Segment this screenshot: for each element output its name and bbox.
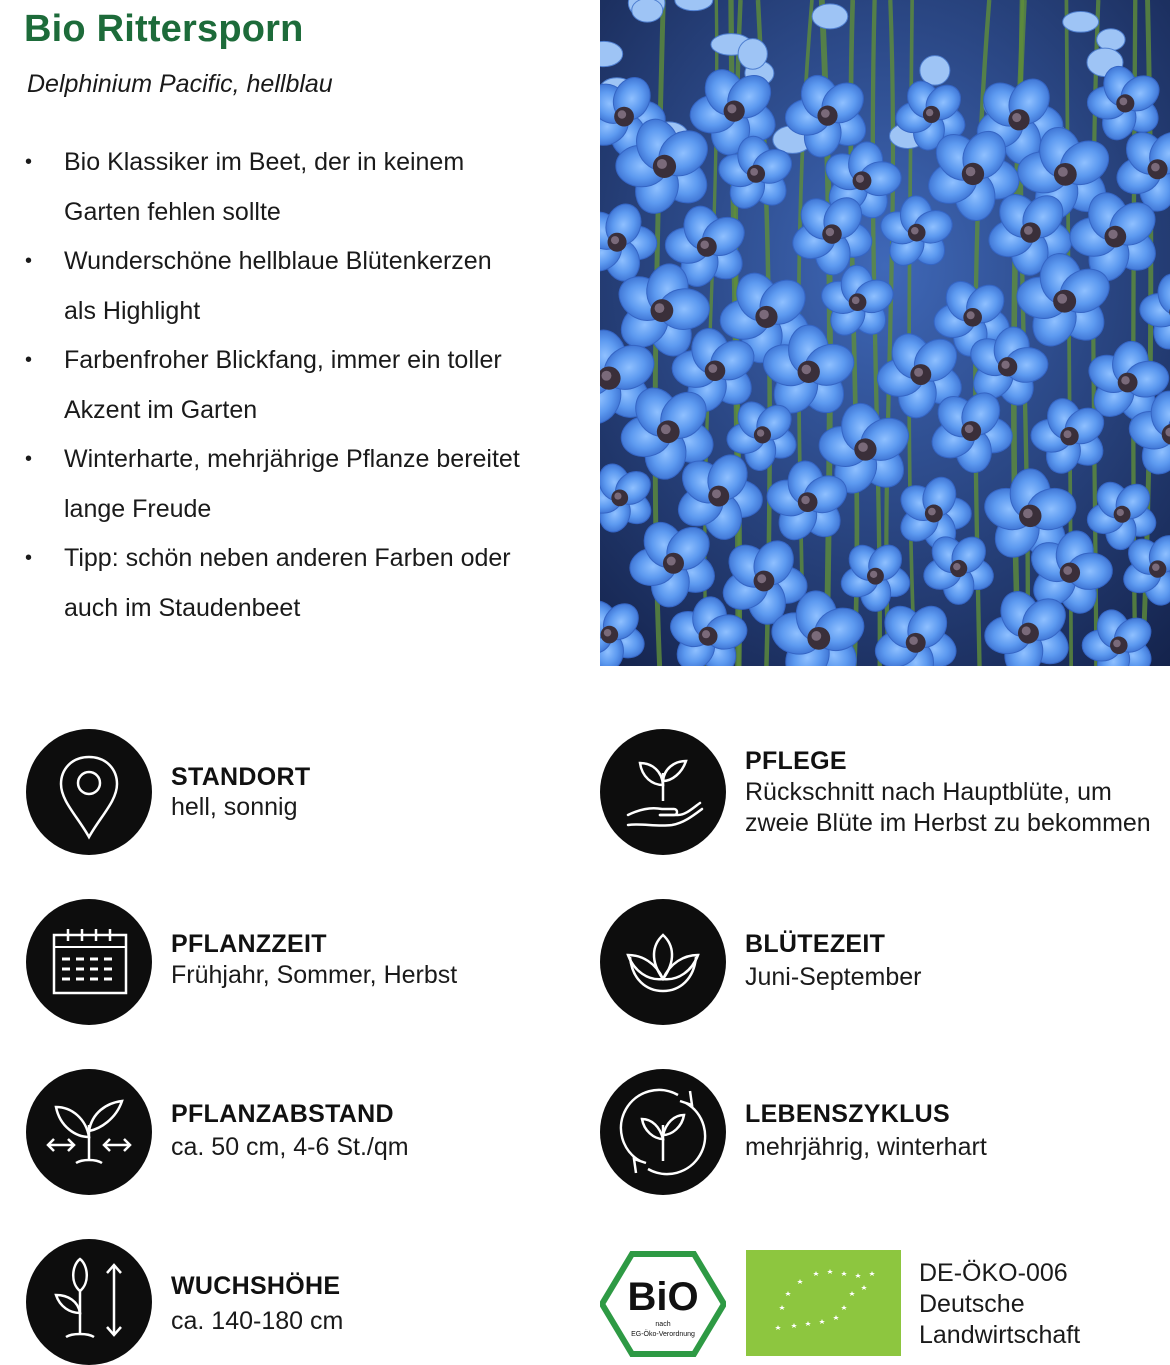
- hand-plant-icon: [600, 729, 726, 855]
- flower-bud: [1063, 12, 1099, 33]
- bullet-dot: •: [25, 151, 33, 173]
- cert-line2: Deutsche: [919, 1290, 1025, 1318]
- location-pin-icon: [26, 729, 152, 855]
- feature-title: BLÜTEZEIT: [745, 930, 886, 958]
- flower-bud: [1097, 29, 1125, 51]
- feature-bluetezeit: [600, 899, 1170, 1025]
- product-photo: [600, 0, 1170, 666]
- bullet-text-line1: Farbenfroher Blickfang, immer ein toller: [64, 346, 502, 374]
- flower-bud: [812, 4, 848, 29]
- bullet-text-line2: Akzent im Garten: [64, 395, 258, 424]
- bullet-text-line1: Winterharte, mehrjährige Pflanze bereitet: [64, 445, 520, 473]
- flower-bud: [738, 39, 767, 70]
- feature-value: mehrjährig, winterhart: [745, 1133, 987, 1161]
- bullet-text-line2: als Highlight: [64, 296, 201, 325]
- bullet-dot: •: [25, 547, 33, 569]
- feature-value: Juni-September: [745, 963, 922, 991]
- certification-text: [919, 1258, 1080, 1351]
- feature-title: WUCHSHÖHE: [171, 1272, 341, 1300]
- delphinium-flower-photo: [600, 0, 1170, 666]
- bullet-dot: •: [25, 349, 33, 371]
- bullet-item: [22, 138, 592, 237]
- product-title: Bio Rittersporn: [24, 8, 304, 50]
- feature-pflanzzeit: [26, 899, 586, 1025]
- plant-height-icon: [26, 1239, 152, 1365]
- calendar-icon: [26, 899, 152, 1025]
- bio-seal-text: BiO: [627, 1275, 699, 1319]
- eu-organic-leaf-icon: [746, 1250, 901, 1356]
- bullet-item: [22, 336, 592, 435]
- bullet-text-line1: Tipp: schön neben anderen Farben oder: [64, 544, 511, 572]
- bio-seal-sub1: nach: [655, 1321, 671, 1328]
- bullet-item: [22, 534, 592, 633]
- bio-seal-sub2: EG-Öko-Verordnung: [631, 1331, 695, 1338]
- cert-line3: Landwirtschaft: [919, 1321, 1081, 1349]
- feature-value-line1: Rückschnitt nach Hauptblüte, um: [745, 778, 1112, 806]
- flower-bud: [632, 0, 663, 22]
- feature-value: hell, sonnig: [171, 793, 298, 821]
- bullet-item: [22, 435, 592, 534]
- plant-spacing-icon: [26, 1069, 152, 1195]
- feature-title: LEBENSZYKLUS: [745, 1100, 951, 1128]
- feature-value: ca. 140-180 cm: [171, 1307, 344, 1335]
- feature-pflege: [600, 729, 1170, 855]
- feature-value: Frühjahr, Sommer, Herbst: [171, 961, 458, 989]
- bullet-dot: •: [25, 448, 33, 470]
- bullet-text-line2: Garten fehlen sollte: [64, 197, 281, 226]
- feature-value-line2: zweie Blüte im Herbst zu bekommen: [745, 809, 1151, 837]
- feature-wuchshoehe: [26, 1239, 586, 1365]
- bullet-text-line1: Wunderschöne hellblaue Blütenkerzen: [64, 247, 492, 275]
- feature-title: PFLEGE: [745, 747, 847, 775]
- feature-bullet-list: [22, 138, 592, 633]
- feature-lebenszyklus: [600, 1069, 1170, 1195]
- lotus-flower-icon: [600, 899, 726, 1025]
- bullet-item: [22, 237, 592, 336]
- feature-title: PFLANZZEIT: [171, 930, 327, 958]
- feature-standort: [26, 729, 586, 855]
- bullet-dot: •: [25, 250, 33, 272]
- cert-code: DE-ÖKO-006: [919, 1259, 1068, 1287]
- bullet-text-line2: auch im Staudenbeet: [64, 593, 301, 622]
- feature-pflanzabstand: [26, 1069, 586, 1195]
- plant-cycle-icon: [600, 1069, 726, 1195]
- product-subtitle: Delphinium Pacific, hellblau: [27, 70, 333, 98]
- bio-seal-logo: [600, 1250, 726, 1358]
- flower-bud: [920, 56, 950, 86]
- feature-value: ca. 50 cm, 4-6 St./qm: [171, 1133, 409, 1161]
- bullet-text-line1: Bio Klassiker im Beet, der in keinem: [64, 148, 465, 176]
- bullet-text-line2: lange Freude: [64, 494, 212, 523]
- feature-title: PFLANZABSTAND: [171, 1100, 394, 1128]
- feature-title: STANDORT: [171, 763, 311, 791]
